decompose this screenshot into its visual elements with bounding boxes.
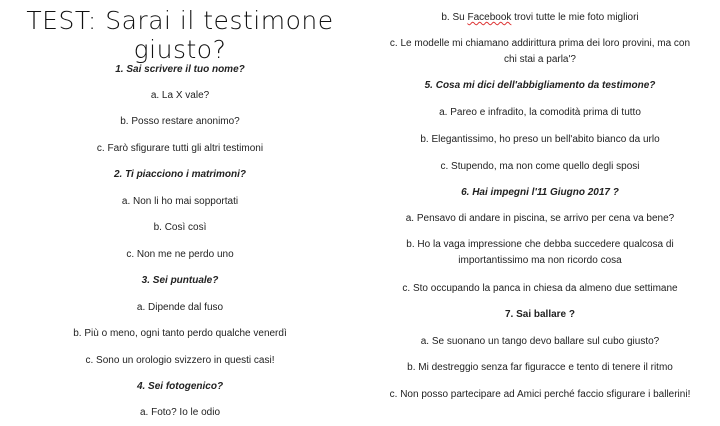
answer-1a: a. La X vale?: [150, 90, 210, 101]
question-5: 5. Cosa mi dici dell'abbigliamento da testimone?: [424, 80, 656, 91]
answer-7c: c. Non posso partecipare ad Amici perché faccio sfigurare i ballerini!: [389, 389, 691, 400]
answer-6a: a. Pensavo di andare in piscina, se arrivo per cena va bene?: [405, 213, 675, 224]
page-title: TEST: Sarai il testimone giusto?: [26, 6, 334, 64]
question-2: 2. Ti piacciono i matrimoni?: [113, 169, 247, 180]
question-3: 3. Sei puntuale?: [141, 275, 219, 286]
answer-2b: b. Così così: [153, 222, 207, 233]
answer-5b: b. Elegantissimo, ho preso un bell'abito bianco da urlo: [420, 134, 660, 145]
question-7: 7. Sai ballare ?: [504, 309, 576, 320]
answer-4b-post: trovi tutte le mie foto migliori: [511, 12, 639, 23]
answer-7a: a. Se suonano un tango devo ballare sul cubo giusto?: [420, 336, 660, 347]
answer-2a: a. Non li ho mai sopportati: [121, 196, 239, 207]
answer-6b-line2: importantissimo ma non ricordo cosa: [458, 255, 622, 266]
question-1: 1. Sai scrivere il tuo nome?: [115, 64, 245, 75]
answer-4b-pre: b. Su: [441, 12, 468, 23]
answer-4c-line2: chi stai a parla'?: [504, 54, 576, 65]
answer-3b: b. Più o meno, ogni tanto perdo qualche venerdì: [73, 328, 287, 339]
answer-7b: b. Mi destreggio senza far figuracce e tento di tenere il ritmo: [407, 362, 673, 373]
answer-1c: c. Farò sfigurare tutti gli altri testimoni: [96, 143, 264, 154]
answer-5a: a. Pareo e infradito, la comodità prima di tutto: [439, 107, 641, 118]
question-6: 6. Hai impegni l'11 Giugno 2017 ?: [461, 187, 619, 198]
answer-2c: c. Non me ne perdo uno: [126, 249, 234, 260]
answer-6c: c. Sto occupando la panca in chiesa da almeno due settimane: [402, 283, 678, 294]
answer-4b: [360, 11, 720, 24]
answer-6b-line1: b. Ho la vaga impressione che debba succedere qualcosa di: [406, 239, 674, 250]
facebook-word: Facebook: [467, 12, 512, 23]
question-4: 4. Sei fotogenico?: [136, 381, 224, 392]
answer-1b: b. Posso restare anonimo?: [120, 116, 240, 127]
answer-3a: a. Dipende dal fuso: [136, 302, 224, 313]
right-column: [360, 0, 720, 426]
answer-4a: a. Foto? Io le odio: [139, 407, 221, 418]
answer-4c-line1: c. Le modelle mi chiamano addirittura prima dei loro provini, ma con: [389, 38, 691, 49]
answer-3c: c. Sono un orologio svizzero in questi casi!: [85, 355, 275, 366]
answer-5c: c. Stupendo, ma non come quello degli sposi: [440, 161, 640, 172]
